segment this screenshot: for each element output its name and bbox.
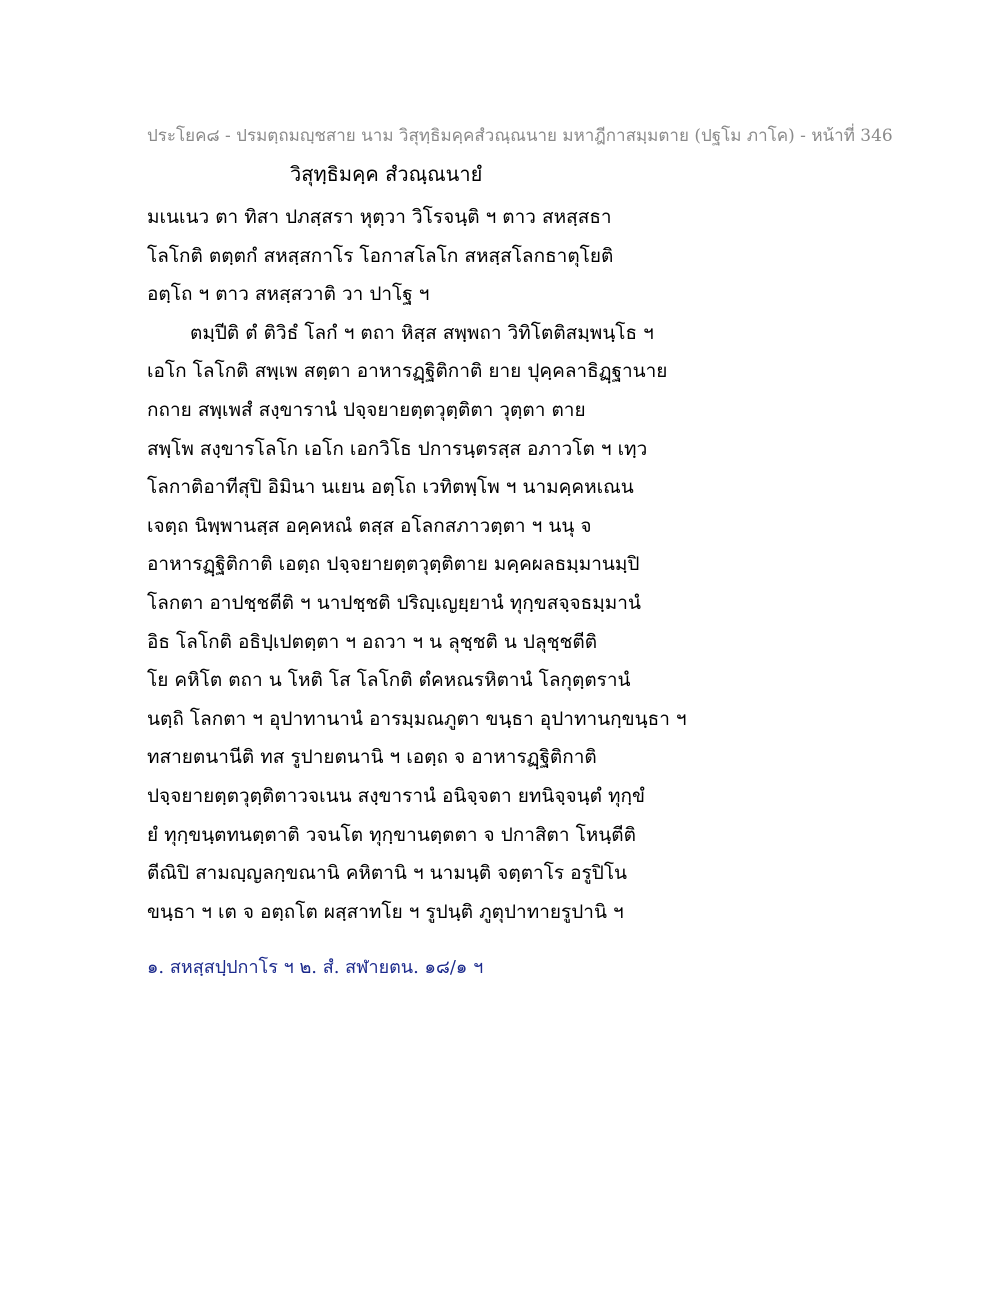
body-text [147,198,707,931]
text-line: ทสายตนานีติ ทส รูปายตนานิ ฯ เอตฺถ จ อาหารฏฺฐิติกาติ [147,746,597,769]
text-line: สพฺโพ สงฺขารโลโก เอโก เอกวิโธ ปการนฺตรสฺส อภาวโต ฯ เทฺว [147,437,648,460]
footnote: ๑. สหสฺสปฺปกาโร ฯ ๒. สํ. สฬายตน. ๑๘/๑ ฯ [147,957,484,978]
text-line: เอโก โลโกติ สพฺเพ สตฺตา อาหารฏฺฐิติกาติ ยาย ปุคฺคลาธิฏฺฐานาย [147,360,668,383]
text-line-indented: ตมฺปีติ ตํ ติวิธํ โลกํ ฯ ตถา หิสฺส สพฺพถา วิทิโตติสมฺพนฺโธ ฯ [190,321,654,344]
text-line: อิธ โลโกติ อธิปฺเปตตฺตา ฯ อถวา ฯ น ลุชฺชติ น ปลุชฺชตีติ [147,630,598,653]
text-line: เจตฺถ นิพฺพานสฺส อคฺคหณํ ตสฺส อโลกสภาวตฺตา ฯ นนุ จ [147,514,592,537]
text-line: ตีณิปิ สามญฺญลกฺขณานิ คหิตานิ ฯ นามนฺติ จตฺตาโร อรูปิโน [147,862,628,885]
text-line: กถาย สพฺเพสํ สงฺขารานํ ปจฺจยายตฺตวุตฺติตา วุตฺตา ตาย [147,398,586,421]
text-line: ปจฺจยายตฺตวุตฺติตาวจเนน สงฺขารานํ อนิจฺจตา ยทนิจฺจนฺตํ ทุกฺขํ [147,784,646,807]
running-header: ประโยค๘ - ปรมตฺถมญฺชสาย นาม วิสุทฺธิมคฺคสํวณฺณนาย มหาฎีกาสมฺมตาย (ปฐโม ภาโค) - หน้าที่ 346 [147,126,893,146]
text-line: ยํ ทุกฺขนฺตทนตฺตาติ วจนโต ทุกฺขานตฺตตา จ ปกาสิตา โหนฺตีติ [147,823,636,846]
text-line: โลโกติ ตตฺตกํ สหสฺสกาโร โอกาสโลโก สหสฺสโลกธาตุโยติ [147,244,614,267]
text-line: โย คหิโต ตถา น โหติ โส โลโกติ ตํคหณรหิตานํ โลกุตฺตรานํ [147,669,631,692]
text-line: อาหารฏฺฐิติกาติ เอตฺถ ปจฺจยายตฺตวุตฺติตาย มคฺคผลธมฺมานมฺปิ [147,553,640,576]
text-line: โลกตา อาปชฺชตีติ ฯ นาปชฺชติ ปริญฺเญยฺยานํ ทุกฺขสจฺจธมฺมานํ [147,591,641,614]
text-line: ขนฺธา ฯ เต จ อตฺถโต ผสฺสาทโย ฯ รูปนฺติ ภูตุปาทายรูปานิ ฯ [147,900,624,923]
section-title: วิสุทฺธิมคฺค สํวณฺณนายํ [290,162,483,186]
text-line: มเนเนว ตา ทิสา ปภสฺสรา หุตฺวา วิโรจนฺติ ฯ ตาว สหสฺสธา [147,206,612,228]
text-line: นตฺถิ โลกตา ฯ อุปาทานานํ อารมฺมณภูตา ขนฺธา อุปาทานกฺขนฺธา ฯ [147,707,687,730]
text-line: โลกาติอาทีสุปิ อิมินา นเยน อตฺโถ เวทิตพฺโพ ฯ นามคฺคหเณน [147,476,634,499]
text-line: อตฺโถ ฯ ตาว สหสฺสวาติ วา ปาโฐ ฯ [147,283,430,306]
